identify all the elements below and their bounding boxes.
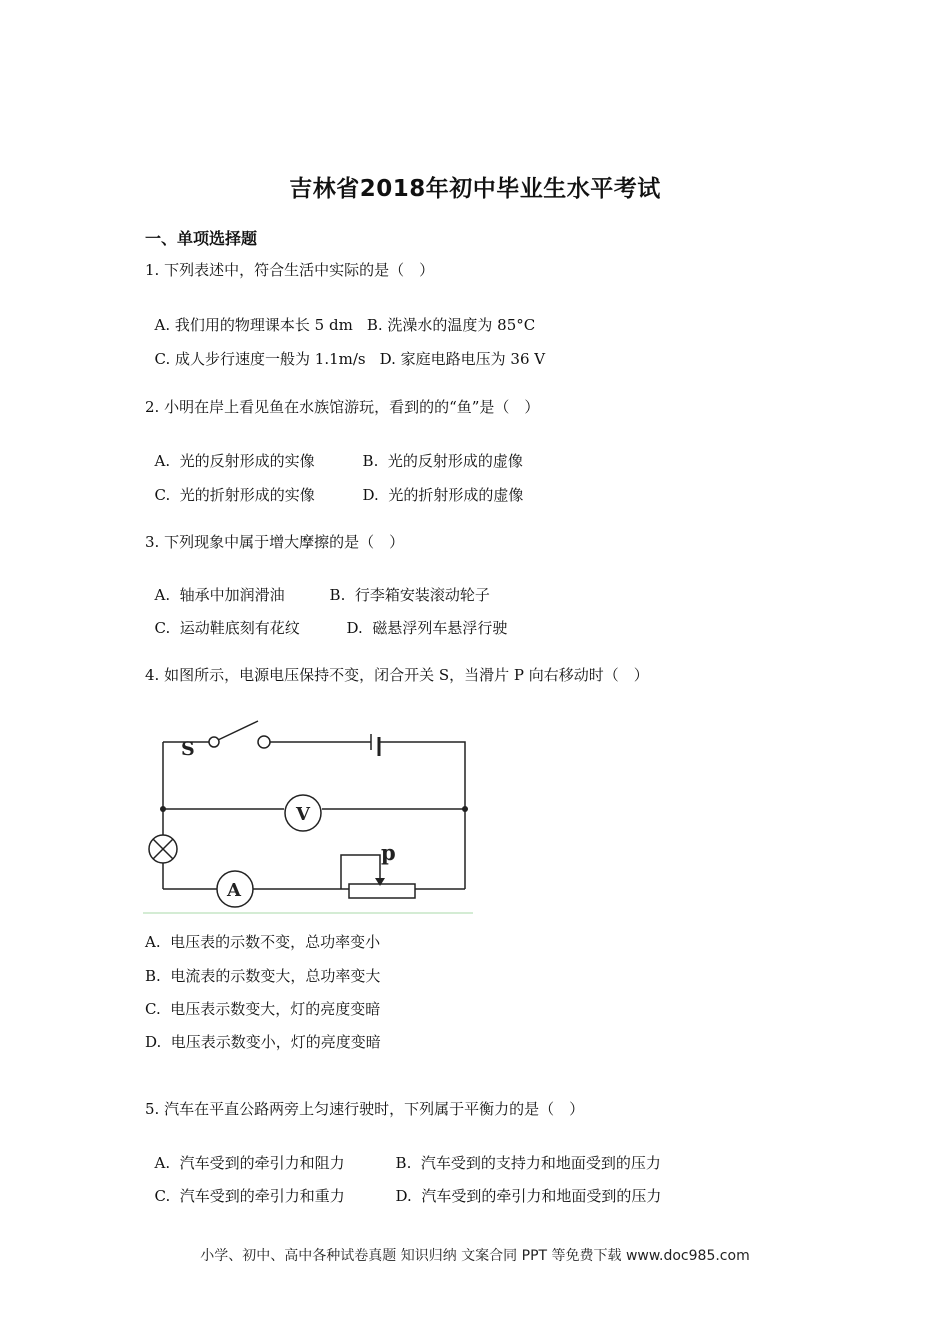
option-c: C. 运动鞋底刻有花纹 (154, 619, 300, 637)
voltmeter-label: V (296, 804, 310, 825)
option-a: A. 轴承中加润滑油 (154, 586, 285, 604)
option-a: A. 汽车受到的牵引力和阻力 (154, 1154, 345, 1172)
question-2-options-cd (145, 465, 523, 505)
question-3-stem: 3. 下列现象中属于增大摩擦的是（ ） (145, 533, 405, 551)
left-junction (160, 806, 166, 812)
ammeter-label: A (227, 880, 241, 901)
switch-lever (218, 721, 258, 740)
right-junction (462, 806, 468, 812)
section-heading: 一、单项选择题 (145, 229, 258, 248)
question-4-option-b: B. 电流表的示数变大，总功率变大 (145, 967, 381, 985)
page-title: 吉林省2018年初中毕业生水平考试 (289, 176, 661, 202)
question-1-stem: 1. 下列表述中，符合生活中实际的是（ ） (145, 261, 435, 279)
switch-left-terminal (209, 737, 219, 747)
option-d: D. 磁悬浮列车悬浮行驶 (346, 619, 508, 637)
question-3-options-cd (145, 598, 507, 638)
option-c: C. 汽车受到的牵引力和重力 (154, 1187, 345, 1205)
question-4-option-d: D. 电压表示数变小，灯的亮度变暗 (145, 1033, 381, 1051)
question-4-option-c: C. 电压表示数变大，灯的亮度变暗 (145, 1000, 381, 1018)
option-b: B. 洗澡水的温度为 85°C (366, 316, 536, 334)
footer-text: 小学、初中、高中各种试卷真题 知识归纳 文案合同 PPT 等免费下载 www.doc985.com (200, 1248, 750, 1264)
option-a: A. 我们用的物理课本长 5 dm (154, 316, 353, 334)
option-c: C. 成人步行速度一般为 1.1m/s (154, 350, 366, 368)
option-d: D. 光的折射形成的虚像 (362, 486, 524, 504)
option-c: C. 光的折射形成的实像 (154, 486, 315, 504)
switch-label: S (181, 738, 195, 760)
question-5-options-cd (145, 1166, 661, 1206)
option-b: B. 汽车受到的支持力和地面受到的压力 (395, 1154, 661, 1172)
circuit-diagram (143, 712, 478, 917)
option-d: D. 汽车受到的牵引力和地面受到的压力 (395, 1187, 662, 1205)
question-5-stem: 5. 汽车在平直公路两旁上匀速行驶时，下列属于平衡力的是（ ） (145, 1100, 585, 1118)
rheostat-symbol (349, 884, 415, 898)
option-a: A. 光的反射形成的实像 (154, 452, 315, 470)
option-b: B. 光的反射形成的虚像 (362, 452, 523, 470)
switch-right-terminal (258, 736, 270, 748)
question-4-stem: 4. 如图所示，电源电压保持不变，闭合开关 S，当滑片 P 向右移动时（ ） (145, 666, 649, 684)
option-d: D. 家庭电路电压为 36 V (379, 350, 546, 368)
question-1-options-cd (145, 329, 545, 369)
right-wire (379, 742, 465, 889)
question-4-option-a: A. 电压表的示数不变，总功率变小 (145, 933, 381, 951)
question-2-stem: 2. 小明在岸上看见鱼在水族馆游玩，看到的的“鱼”是（ ） (145, 398, 540, 416)
option-b: B. 行李箱安装滚动轮子 (329, 586, 490, 604)
slider-label: p (381, 840, 396, 865)
